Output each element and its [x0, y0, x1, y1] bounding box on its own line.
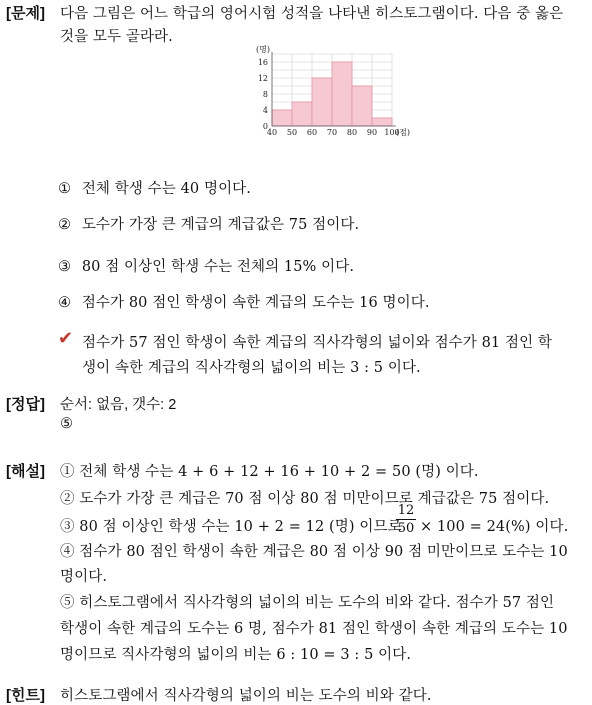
problem-tag: [문제] [6, 5, 45, 22]
problem-text-line2: 것을 모두 골라라. [60, 29, 173, 45]
option-2-marker: ② [58, 217, 72, 233]
option-1-marker: ① [58, 181, 72, 197]
x-tick-label: 80 [346, 128, 358, 137]
explanation-line5a: ⑤ 히스토그램에서 직사각형의 넓이의 비는 도수의 비와 같다. 점수가 57 점인 [60, 595, 555, 611]
option-2 [58, 213, 359, 234]
option-5-text-line2: 생이 속한 계급의 직사각형의 넓이의 비는 3 : 5 이다. [82, 360, 421, 376]
explanation-line3a: ③ 80 점 이상인 학생 수는 10 + 2 = 12 (명) 이므로 [60, 519, 402, 535]
option-3 [58, 255, 354, 276]
answer-line2: ⑤ [60, 416, 74, 432]
y-tick-label: 8 [262, 90, 268, 99]
y-tick-label: 0 [262, 122, 268, 131]
explanation-line4b: 명이다. [60, 569, 108, 585]
explanation-line1: ① 전체 학생 수는 4 + 6 + 12 + 16 + 10 + 2 = 50 (명) 이다. [60, 464, 479, 480]
histogram-bar [352, 86, 372, 126]
option-2-text: 도수가 가장 큰 계급의 계급값은 75 점이다. [81, 217, 360, 233]
explanation-tag: [해설] [6, 463, 45, 480]
y-tick-label: 4 [262, 106, 268, 115]
problem-text-line1: 다음 그림은 어느 학급의 영어시험 성적을 나타낸 히스토그램이다. 다음 중 옳은 [60, 6, 564, 22]
x-tick-label: 100 [384, 128, 400, 137]
explanation-line5b: 학생이 속한 계급의 도수는 6 명, 점수가 81 점인 학생이 속한 계급의 도수는 10 [60, 621, 568, 637]
x-axis-label: (점) [396, 128, 410, 137]
explanation-line4a: ④ 점수가 80 점인 학생이 속한 계급은 80 점 이상 90 점 미만이므로 도수는 10 [60, 544, 568, 560]
histogram-bar [372, 118, 392, 126]
hint-text: 히스토그램에서 직사각형의 넓이의 비는 도수의 비와 같다. [60, 688, 432, 704]
y-tick-label: 16 [257, 58, 268, 67]
x-tick-label: 70 [326, 128, 338, 137]
option-5-text-line1: 점수가 57 점인 학생이 속한 계급의 직사각형의 넓이와 점수가 81 점인 학 [82, 335, 552, 351]
option-3-text: 80 점 이상인 학생 수는 전체의 15% 이다. [81, 259, 355, 275]
explanation-line5c: 명이므로 직사각형의 넓이의 비는 6 : 10 = 3 : 5 이다. [60, 647, 412, 663]
y-axis-label: (명) [256, 45, 270, 54]
histogram-bar [312, 78, 332, 126]
answer-tag: [정답] [6, 396, 45, 413]
correct-check-icon: ✔ [58, 328, 74, 349]
option-4-marker: ④ [58, 295, 72, 311]
y-tick-label: 12 [257, 74, 268, 83]
explanation-line3b: × 100 = 24(%) 이다. [420, 519, 569, 535]
hint-tag: [힌트] [6, 687, 45, 704]
explanation-line2: ② 도수가 가장 큰 계급은 70 점 이상 80 점 미만이므로 계급값은 75 점이다. [60, 491, 550, 507]
answer-line1: 순서: 없음, 갯수: 2 [60, 397, 177, 413]
option-1 [58, 177, 251, 198]
histogram-chart [248, 44, 408, 140]
x-tick-label: 60 [306, 128, 318, 137]
fraction-numerator: 12 [397, 503, 415, 518]
x-tick-label: 90 [366, 128, 378, 137]
option-3-marker: ③ [58, 259, 72, 275]
x-tick-label: 50 [286, 128, 298, 137]
option-4 [58, 291, 430, 312]
option-1-text: 전체 학생 수는 40 명이다. [81, 181, 251, 197]
fraction [396, 503, 416, 536]
fraction-bar [396, 519, 416, 520]
fraction-denominator: 50 [397, 521, 415, 536]
histogram-bar [272, 110, 292, 126]
x-tick-label: 40 [266, 128, 278, 137]
histogram-bar [292, 102, 312, 126]
option-4-text: 점수가 80 점인 학생이 속한 계급의 도수는 16 명이다. [81, 295, 430, 311]
histogram-bar [332, 62, 352, 126]
